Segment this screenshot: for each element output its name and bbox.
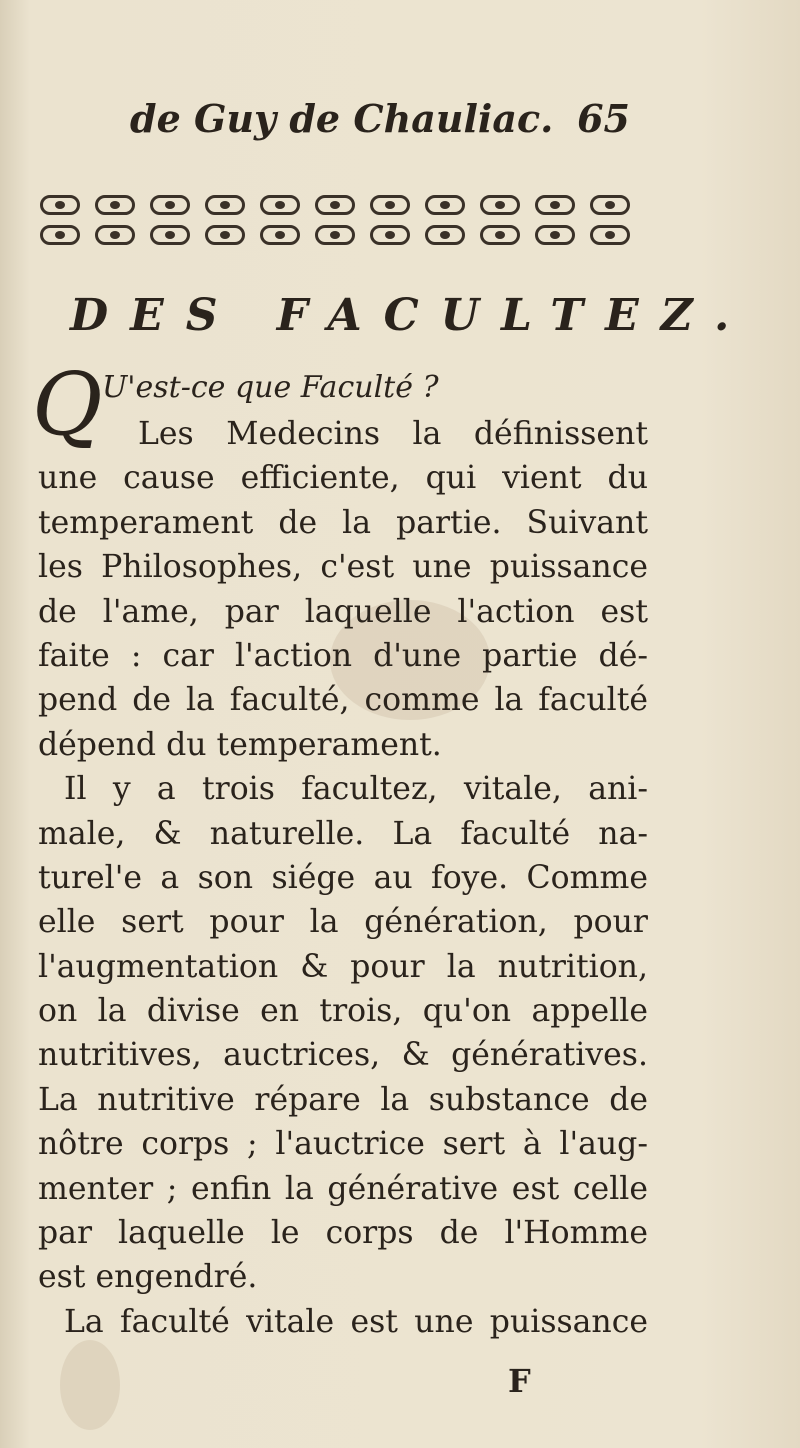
text-line: faite : car l'action d'une partie dé- bbox=[38, 637, 648, 674]
text-line: Il y a trois facultez, vitale, ani- bbox=[64, 771, 648, 808]
page-number: 65 bbox=[577, 96, 630, 141]
text-line: dépend du temperament. bbox=[38, 726, 442, 763]
text-line: l'augmentation & pour la nutrition, bbox=[38, 948, 648, 985]
text-line: La nutritive répare la substance de bbox=[38, 1081, 648, 1118]
text-line: on la divise en trois, qu'on appelle bbox=[38, 993, 648, 1030]
running-title: de Guy de Chauliac. bbox=[130, 96, 554, 141]
text-line: de l'ame, par laquelle l'action est bbox=[38, 593, 648, 630]
text-line: elle sert pour la génération, pour bbox=[38, 904, 648, 941]
paper-stain bbox=[60, 1340, 120, 1430]
text-line: pend de la faculté, comme la faculté bbox=[38, 682, 648, 719]
drop-cap: Q bbox=[32, 355, 103, 455]
text-line: est engendré. bbox=[38, 1259, 258, 1296]
text-line: nôtre corps ; l'auctrice sert à l'aug- bbox=[38, 1126, 648, 1163]
text-line: menter ; enfin la générative est celle bbox=[38, 1170, 648, 1207]
text-line: les Philosophes, c'est une puissance bbox=[38, 549, 648, 586]
text-line: temperament de la partie. Suivant bbox=[38, 504, 648, 541]
signature-mark: F bbox=[508, 1362, 531, 1400]
text-line: turel'e a son siége au foye. Comme bbox=[38, 859, 648, 896]
text-line: par laquelle le corps de l'Homme bbox=[38, 1215, 648, 1252]
text-line: Les Medecins la définissent bbox=[138, 416, 648, 452]
text-line: male, & naturelle. La faculté na- bbox=[38, 815, 648, 852]
page-header bbox=[130, 96, 630, 146]
text-line: nutritives, auctrices, & génératives. bbox=[38, 1037, 648, 1074]
text-line: La faculté vitale est une puissance bbox=[64, 1303, 648, 1340]
ornament-band-bottom bbox=[40, 222, 630, 248]
text-line: une cause efficiente, qui vient du bbox=[38, 460, 648, 497]
body-text bbox=[38, 412, 648, 1344]
ornament-band-top bbox=[40, 192, 630, 218]
question-heading: U'est-ce que Faculté ? bbox=[102, 370, 439, 405]
section-title: DES FACULTEZ. bbox=[70, 290, 752, 341]
